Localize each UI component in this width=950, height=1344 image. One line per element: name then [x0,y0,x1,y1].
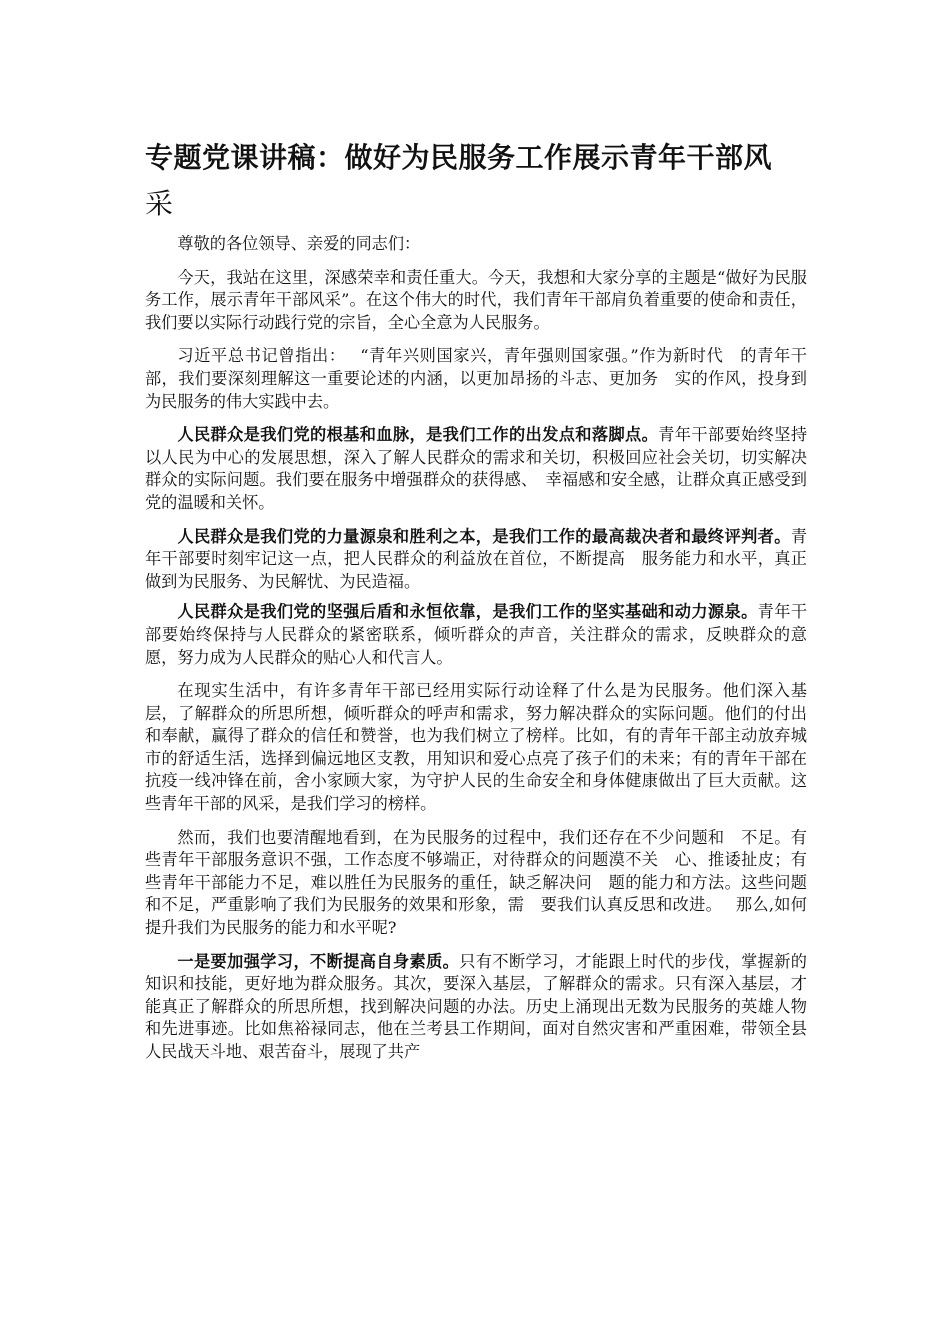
paragraph-problems [145,827,807,940]
document-title-tail: 采 [145,187,174,220]
paragraph-lead: 人民群众是我们党的坚强后盾和永恒依靠，是我们工作的坚实基础和动力源泉。 [177,602,758,622]
paragraph-study [145,951,807,1064]
paragraph-body: 青年干部要始终保持与人民群众的紧密联系，倾听群众的声音，关注群众的需求，反映群众的意愿，努力成为人民群众的贴心人和代言人。 [145,602,808,667]
paragraph-body: 今天，我站在这里，深感荣幸和责任重大。今天，我想和大家分享的主题是“做好为民服务工作，展示青年干部风采”。在这个伟大的时代，我们青年干部肩负着重要的使命和责任，我们要以实际行动践行党的宗旨，全心全意为人民服务。 [145,267,807,332]
paragraph-source-of-strength [145,526,807,594]
paragraph-intro [145,267,807,335]
paragraph-lead: 人民群众是我们党的力量源泉和胜利之本，是我们工作的最高裁决者和最终评判者。 [177,526,791,546]
paragraph-lead: 一是要加强学习，不断提高自身素质。 [177,951,460,971]
paragraph-body: 青年干部要时刻牢记这一点，把人民群众的利益放在首位，不断提高 服务能力和水平，真正做到为民服务、为民解忧、为民造福。 [145,526,807,591]
paragraph-body: 习近平总书记曾指出： “青年兴则国家兴，青年强则国家强。”作为新时代 的青年干部，我们要深刻理解这一重要论述的内涵，以更加昂扬的斗志、更加务 实的作风，投身到为民服务的伟大实践中去。 [145,346,807,411]
paragraph-examples [145,680,807,816]
paragraph-body: 在现实生活中，有许多青年干部已经用实际行动诠释了什么是为民服务。他们深入基层，了解群众的所思所想，倾听群众的呼声和需求，努力解决群众的实际问题。他们的付出和奉献，赢得了群众的信任和赞誉，也为我们树立了榜样。比如，有的青年干部主动放弃城市的舒适生活，选择到偏远地区支教，用知识和爱心点亮了孩子们的未来；有的青年干部在抗疫一线冲锋在前，舍小家顾大家，为守护人民的生命安全和身体健康做出了巨大贡献。这些青年干部的风采，是我们学习的榜样。 [145,681,807,814]
greeting: 尊敬的各位领导、亲爱的同志们： [177,234,421,253]
document-page [145,135,807,1075]
document-title-main: 专题党课讲稿：做好为民服务工作展示青年干部风 [145,141,773,174]
document-title [145,135,807,227]
paragraph-body: 然而，我们也要清醒地看到，在为民服务的过程中，我们还存在不少问题和 不足。有些青年干部服务意识不强，工作态度不够端正，对待群众的问题漠不关 心、推诿扯皮；有些青年干部能力不足，难以胜任为民服务的重任，缺乏解决问 题的能力和方法。这些问题和不足，严重影响了我们为民服务的效果和形象，需 要我们认真反思和改进。 那么,如何提升我们为民服务的能力和水平呢? [145,827,807,938]
paragraph-quote [145,345,807,413]
paragraph-body: 只有不断学习，才能跟上时代的步伐，掌握新的知识和技能，更好地为群众服务。其次，要深入基层，了解群众的需求。只有深入基层，才能真正了解群众的所思所想，找到解决问题的办法。历史上涌现出无数为民服务的英雄人物和先进事迹。比如焦裕禄同志，他在兰考县工作期间，面对自然灾害和严重困难，带领全县人民战天斗地、艰苦奋斗，展现了共产 [145,951,807,1061]
paragraph-strong-backing [145,601,807,669]
paragraph-root-and-blood [145,424,807,514]
paragraph-lead: 人民群众是我们党的根基和血脉，是我们工作的出发点和落脚点。 [177,425,659,445]
paragraph-body: 青年干部要始终坚持以人民为中心的发展思想，深入了解人民群众的需求和关切，积极回应社会关切，切实解决群众的实际问题。我们要在服务中增强群众的获得感、 幸福感和安全感，让群众真正感受到党的温暖和关怀。 [145,425,808,512]
